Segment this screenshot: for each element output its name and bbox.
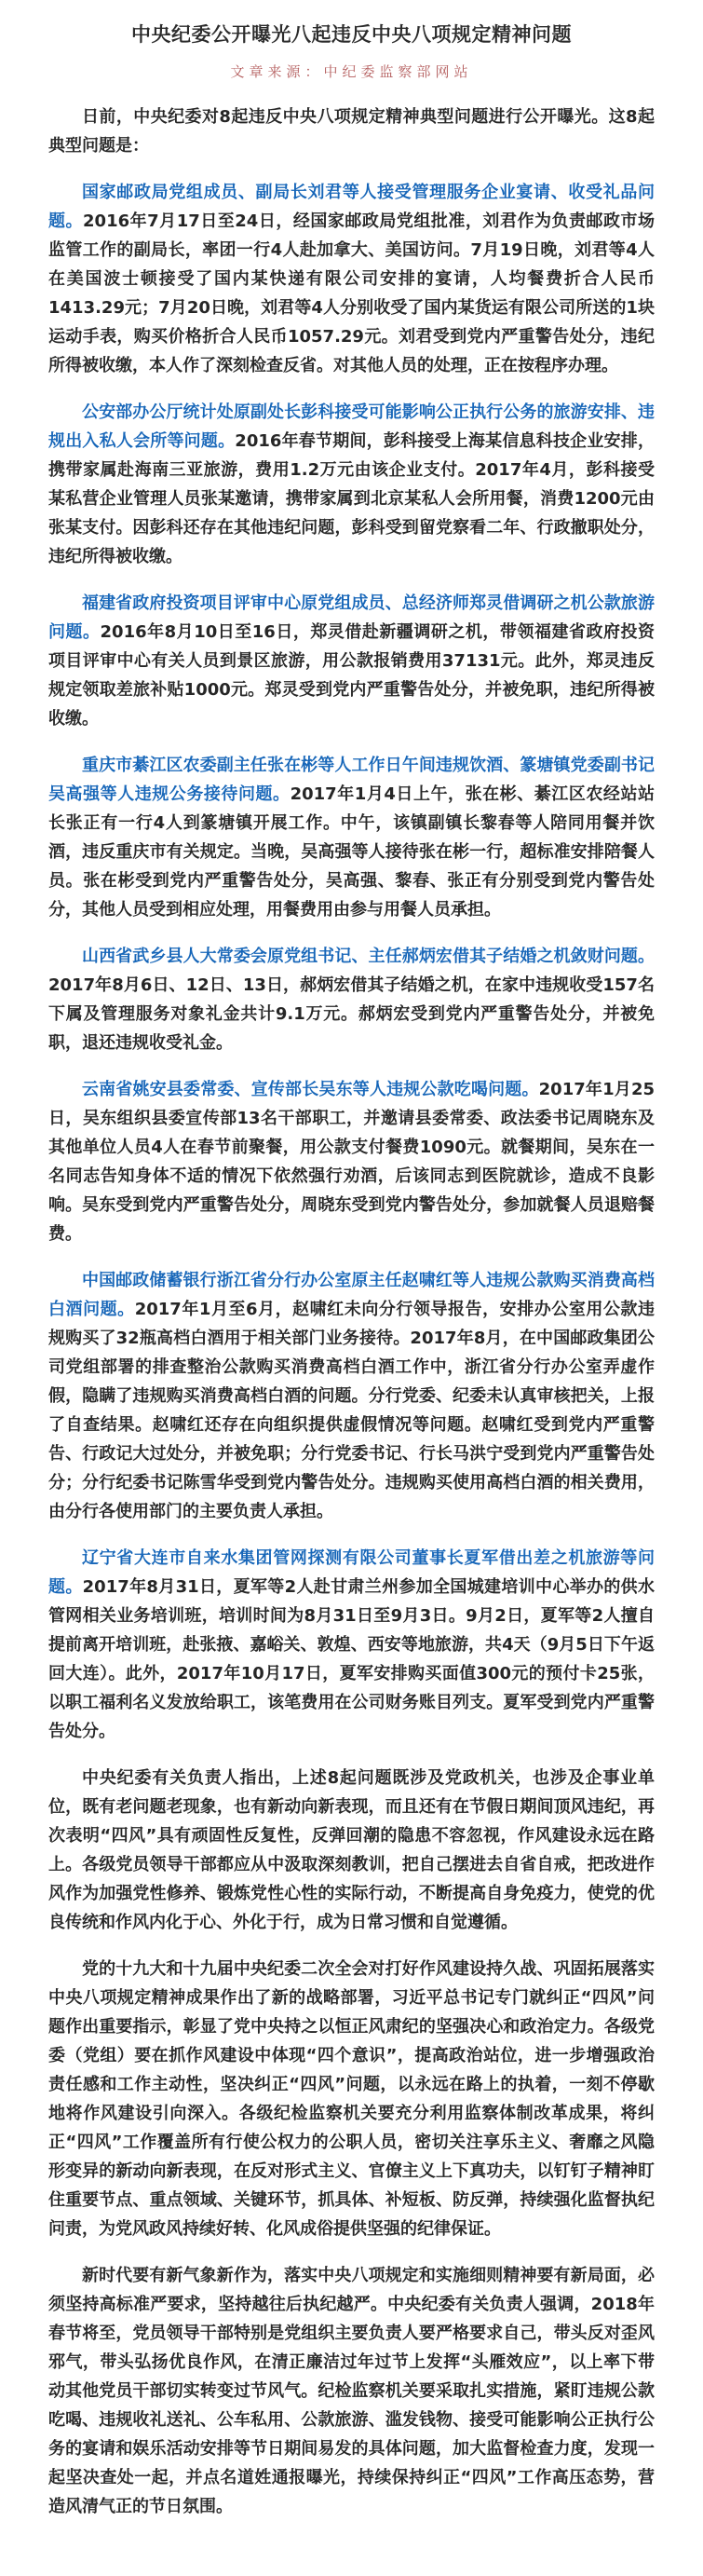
case-heading-5: 山西省武乡县人大常委会原党组书记、主任郝炳宏借其子结婚之机敛财问题。 xyxy=(82,947,655,966)
case-body-3: 2016年8月10日至16日，郑灵借赴新疆调研之机，带领福建省政府投资项目评审中心有关人员到景区旅游，用公款报销费用37131元。此外，郑灵违反规定领取差旅补贴1000元。郑灵受到党内严重警告处分，并被免职，违纪所得被收缴。 xyxy=(48,622,656,729)
case-heading-1: 国家邮政局党组成员、副局长刘君等人接受管理服务企业宴请、收受礼品问题。 xyxy=(48,183,655,231)
closing-paragraph-1: 中央纪委有关负责人指出，上述8起问题既涉及党政机关，也涉及企事业单位，既有老问题老现象，也有新动向新表现，而且还有在节假日期间顶风违纪，再次表明“四风”具有顽固性反复性，反弹回潮的隐患不容忽视，作风建设永远在路上。各级党员领导干部都应从中汲取深刻教训，把自己摆进去自省自戒，把改进作风作为加强党性修养、锻炼党性心性的实际行动，不断提高自身免疫力，使党的优良传统和作风内化于心、外化于行，成为日常习惯和自觉遵循。 xyxy=(48,1768,655,1932)
case-body-8: 2017年8月31日，夏军等2人赴甘肃兰州参加全国城建培训中心举办的供水管网相关业务培训班，培训时间为8月31日至9月3日。9月2日，夏军等2人擅自提前离开培训班，赴张掖、嘉峪关、敦煌、西安等地旅游，共4天（9月5日下午返回大连）。此外，2017年10月17日，夏军安排购买面值300元的预付卡25张，以职工福利名义发放给职工，该笔费用在公司财务账目列支。夏军受到党内严重警告处分。 xyxy=(48,1577,655,1741)
case-body-6: 2017年1月25日，吴东组织县委宣传部13名干部职工，并邀请县委常委、政法委书记周晓东及其他单位人员4人在春节前聚餐，用公款支付餐费1090元。就餐期间，吴东在一名同志告知身体不适的情况下依然强行劝酒，后该同志到医院就诊，造成不良影响。吴东受到党内严重警告处分，周晓东受到党内警告处分，参加就餐人员退赔餐费。 xyxy=(48,1080,655,1244)
case-body-1: 2016年7月17日至24日，经国家邮政局党组批准，刘君作为负责邮政市场监管工作的副局长，率团一行4人赴加拿大、美国访问。7月19日晚，刘君等4人在美国波士顿接受了国内某快递有限公司安排的宴请，人均餐费折合人民币1413.29元；7月20日晚，刘君等4人分别收受了国内某货运有限公司所送的1块运动手表，购买价格折合人民币1057.29元。刘君受到党内严重警告处分，违纪所得被收缴，本人作了深刻检查反省。对其他人员的处理，正在按程序办理。 xyxy=(48,211,656,375)
case-paragraph-4 xyxy=(48,751,655,924)
intro-paragraph: 日前，中央纪委对8起违反中央八项规定精神典型问题进行公开曝光。这8起典型问题是： xyxy=(48,107,655,156)
case-body-5: 2017年8月6日、12日、13日，郝炳宏借其子结婚之机，在家中违规收受157名下属及管理服务对象礼金共计9.1万元。郝炳宏受到党内严重警告处分，并被免职，退还违规收受礼金。 xyxy=(48,975,655,1053)
case-paragraph-8 xyxy=(48,1544,655,1746)
case-paragraph-2 xyxy=(48,398,655,571)
case-heading-7: 中国邮政储蓄银行浙江省分行办公室原主任赵啸红等人违规公款购买消费高档白酒问题。 xyxy=(48,1271,655,1319)
case-heading-8: 辽宁省大连市自来水集团管网探测有限公司董事长夏军借出差之机旅游等问题。 xyxy=(48,1548,655,1597)
closing-paragraph-3: 新时代要有新气象新作为，落实中央八项规定和实施细则精神要有新局面，必须坚持高标准严要求，坚持越往后执纪越严。中央纪委有关负责人强调，2018年春节将至，党员领导干部特别是党组织主要负责人要严格要求自己，带头反对歪风邪气，带头弘扬优良作风，在清正廉洁过年过节上发挥“头雁效应”，以上率下带动其他党员干部切实转变过节风气。纪检监察机关要采取扎实措施，紧盯违规公款吃喝、违规收礼送礼、公车私用、公款旅游、滥发钱物、接受可能影响公正执行公务的宴请和娱乐活动安排等节日期间易发的具体问题，加大监督检查力度，发现一起坚决查处一起，并点名道姓通报曝光，持续保持纠正“四风”工作高压态势，营造风清气正的节日氛围。 xyxy=(48,2266,655,2516)
case-paragraph-3 xyxy=(48,589,655,733)
closing-paragraph-2: 党的十九大和十九届中央纪委二次全会对打好作风建设持久战、巩固拓展落实中央八项规定精神成果作出了新的战略部署，习近平总书记专门就纠正“四风”问题作出重要指示，彰显了党中央持之以恒正风肃纪的坚强决心和政治定力。各级党委（党组）要在抓作风建设中体现“四个意识”，提高政治站位，进一步增强政治责任感和工作主动性，坚决纠正“四风”问题，以永远在路上的执着，一刻不停歇地将作风建设引向深入。各级纪检监察机关要充分利用监察体制改革成果，将纠正“四风”工作覆盖所有行使公权力的公职人员，密切关注享乐主义、奢靡之风隐形变异的新动向新表现，在反对形式主义、官僚主义上下真功夫，以钉钉子精神盯住重要节点、重点领域、关键环节，抓具体、补短板、防反弹，持续强化监督执纪问责，为党风政风持续好转、化风成俗提供坚强的纪律保证。 xyxy=(48,1959,655,2239)
article-body xyxy=(48,102,655,2521)
case-body-7: 2017年1月至6月，赵啸红未向分行领导报告，安排办公室用公款违规购买了32瓶高档白酒用于相关部门业务接待。2017年8月，在中国邮政集团公司党组部署的排查整治公款购买消费高档白酒工作中，浙江省分行办公室弄虚作假，隐瞒了违规购买消费高档白酒的问题。分行党委、纪委未认真审核把关，上报了自查结果。赵啸红还存在向组织提供虚假情况等问题。赵啸红受到党内严重警告、行政记大过处分，并被免职；分行党委书记、行长马洪宁受到党内严重警告处分；分行纪委书记陈雪华受到党内警告处分。违规购买使用高档白酒的相关费用，由分行各使用部门的主要负责人承担。 xyxy=(48,1300,655,1521)
case-heading-6: 云南省姚安县委常委、宣传部长吴东等人违规公款吃喝问题。 xyxy=(82,1080,539,1099)
case-paragraph-6 xyxy=(48,1075,655,1248)
case-heading-3: 福建省政府投资项目评审中心原党组成员、总经济师郑灵借调研之机公款旅游问题。 xyxy=(48,593,655,642)
case-paragraph-7 xyxy=(48,1266,655,1526)
page-title: 中央纪委公开曝光八起违反中央八项规定精神问题 xyxy=(131,23,572,46)
case-heading-4: 重庆市綦江区农委副主任张在彬等人工作日午间违规饮酒、篆塘镇党委副书记吴高强等人违规公务接待问题。 xyxy=(48,756,655,804)
case-body-4: 2017年1月4日上午，张在彬、綦江区农经站站长张正有一行4人到篆塘镇开展工作。中午，该镇副镇长黎春等人陪同用餐并饮酒，违反重庆市有关规定。当晚，吴高强等人接待张在彬一行，超标准安排陪餐人员。张在彬受到党内严重警告处分，吴高强、黎春、张正有分别受到党内警告处分，其他人员受到相应处理，用餐费用由参与用餐人员承担。 xyxy=(48,784,655,920)
case-paragraph-5 xyxy=(48,942,655,1057)
case-body-2: 2016年春节期间，彭科接受上海某信息科技企业安排，携带家属赴海南三亚旅游，费用1.2万元由该企业支付。2017年4月，彭科接受某私营企业管理人员张某邀请，携带家属到北京某私人会所用餐，消费1200元由张某支付。因彭科还存在其他违纪问题，彭科受到留党察看二年、行政撤职处分，违纪所得被收缴。 xyxy=(48,431,655,566)
case-heading-2: 公安部办公厅统计处原副处长彭科接受可能影响公正执行公务的旅游安排、违规出入私人会所等问题。 xyxy=(48,402,655,451)
article-source-line: 文章来源：中纪委监察部网站 xyxy=(230,63,473,80)
case-paragraph-1 xyxy=(48,178,655,380)
